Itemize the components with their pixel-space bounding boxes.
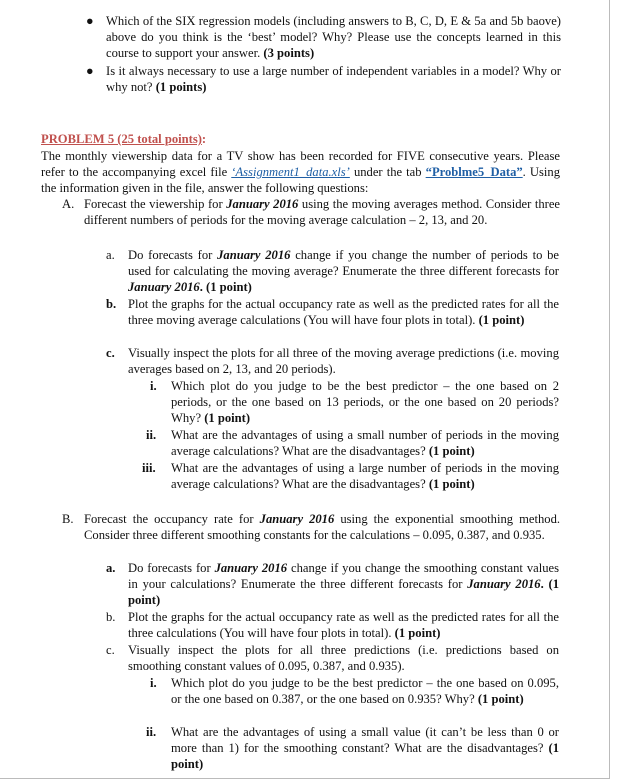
list-item: Do forecasts for January 2016 change if you change the number of periods to be used for calculating the moving average? Enumerate the three different forecasts for January 2016. (1 point) <box>128 248 560 295</box>
list-item: ● Is it always necessary to use a large number of independent variables in a model? Why or why not? (1 points) <box>86 63 561 94</box>
bullet-icon: ● <box>86 63 94 78</box>
list-item: What are the advantages of using a large number of periods in the moving average calculations? What are the disadvantages? (1 point) <box>171 461 559 492</box>
list-item: ● Which of the SIX regression models (including answers to B, C, D, E & 5a and 5b baove) above do you think is the ‘best’ model? Why? Please use the concepts learned in this course to support your answer. (3 points) <box>86 14 561 61</box>
list-item: Plot the graphs for the actual occupancy rate as well as the predicted rates for all the three moving average calculations (You will have four plots in total). (1 point) <box>128 297 559 328</box>
section-b-text: Forecast the occupancy rate for January 2016 using the exponential smoothing method. Consider three different smoothing constants for the calculations – 0.095, 0.387, and 0.935. <box>84 512 561 543</box>
section-a-text: Forecast the viewership for January 2016 using the moving averages method. Consider three different numbers of periods for the moving average calculation – 2, 13, and 20. <box>84 197 561 228</box>
bullet-list <box>86 13 561 96</box>
problem-intro: The monthly viewership data for a TV show has been recorded for FIVE consecutive years. Please refer to the accompanying excel file ‘Assignment1_data.xls’ under the tab “Problme5_Data”. Using the information given in the file, answer the following questions: <box>41 149 560 196</box>
item-label: b. <box>106 297 117 311</box>
problem-heading: PROBLEM 5 (25 total points): <box>41 132 207 146</box>
list-item: Which plot do you judge to be the best predictor – the one based on 0.095, or the one based on 0.387, or the one based on 0.935? Why? (1 point) <box>171 676 559 707</box>
item-label: i. <box>150 676 157 690</box>
list-item: Do forecasts for January 2016 change if you change the smoothing constant values in your calculations? Enumerate the three different forecasts for January 2016. (1 point) <box>128 561 560 608</box>
item-label: b. <box>106 610 116 624</box>
list-item: What are the advantages of using a small value (it can’t be less than 0 or more than 1) for the smoothing constant? What are the disadvantages? (1 point) <box>171 725 559 772</box>
list-item: Plot the graphs for the actual occupancy rate as well as the predicted rates for all the three calculations (You will have four plots in total). (1 point) <box>128 610 559 641</box>
list-item: Visually inspect the plots for all three predictions (i.e. predictions based on smoothing constant values of 0.095, 0.387, and 0.935). <box>128 643 559 674</box>
tab-name: “Problme5_Data” <box>425 165 523 180</box>
item-label: a. <box>106 561 116 575</box>
item-label: ii. <box>146 725 157 739</box>
file-link[interactable]: ‘Assignment1_data.xls’ <box>231 165 350 180</box>
section-a-label: A. <box>62 197 75 211</box>
item-label: c. <box>106 643 115 657</box>
section-b-label: B. <box>62 512 74 526</box>
item-label: i. <box>150 379 157 393</box>
item-label: a. <box>106 248 115 262</box>
list-item: Visually inspect the plots for all three of the moving average predictions (i.e. moving averages based on 2, 13, and 20 periods). <box>128 346 559 377</box>
list-item: What are the advantages of using a small number of periods in the moving average calculations? What are the disadvantages? (1 point) <box>171 428 559 459</box>
item-label: c. <box>106 346 115 360</box>
list-item: Which plot do you judge to be the best predictor – the one based on 2 periods, or the one based on 13 periods, or the one based on 20 periods? Why? (1 point) <box>171 379 559 426</box>
bullet-icon: ● <box>86 14 94 28</box>
item-label: ii. <box>146 428 157 442</box>
item-label: iii. <box>142 461 156 475</box>
